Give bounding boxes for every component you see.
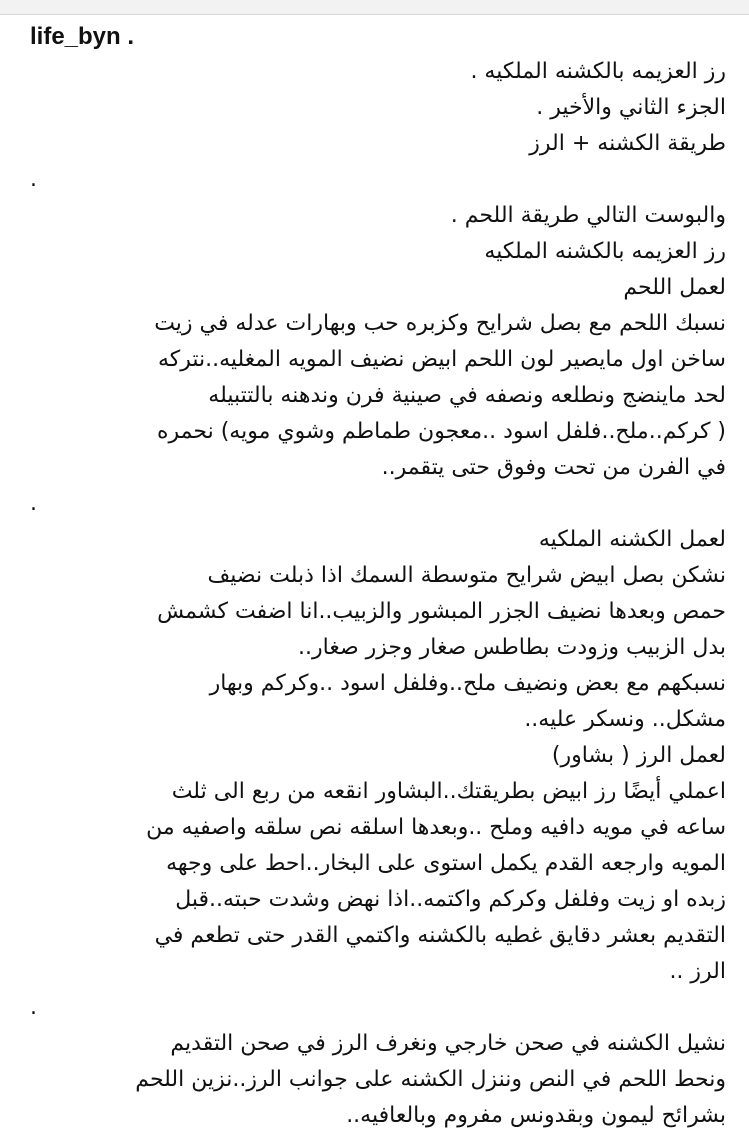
caption-line: بشرائح ليمون وبقدونس مفروم وبالعافيه.. — [346, 1103, 726, 1128]
caption-line: بدل الزبيب وزودت بطاطس صغار وجزر صغار.. — [298, 635, 726, 660]
caption-line: اعملي أيضًا رز ابيض بطريقتك..البشاور انقعه من ربع الى ثلث — [171, 779, 726, 804]
caption-line: والبوست التالي طريقة اللحم . — [450, 203, 726, 228]
caption-line: المويه وارجعه القدم يكمل استوى على البخار..احط على وجهه — [166, 851, 726, 876]
caption-line: . — [30, 995, 37, 1020]
caption-text — [30, 54, 726, 1134]
post-caption — [30, 20, 726, 1134]
caption-line: الرز .. — [669, 959, 726, 984]
caption-line: رز العزيمه بالكشنه الملكيه . — [470, 59, 726, 84]
caption-line: . — [30, 491, 37, 516]
caption-line: في الفرن من تحت وفوق حتى يتقمر.. — [381, 455, 726, 480]
caption-line: زبده او زيت وفلفل وكركم واكتمه..اذا نهض وشدت حبته..قبل — [175, 887, 726, 912]
section-heading: لعمل الرز ( بشاور) — [551, 743, 726, 768]
caption-line: نسبكهم مع بعض ونضيف ملح..وفلفل اسود ..وكركم وبهار — [209, 671, 726, 696]
caption-line: رز العزيمه بالكشنه الملكيه — [484, 239, 726, 264]
caption-line: لحد ماينضج ونطلعه ونصفه في صينية فرن وندهنه بالتتبيله — [208, 383, 726, 408]
post-username[interactable]: life_byn . — [30, 23, 135, 50]
caption-line: التقديم بعشر دقايق غطيه بالكشنه واكتمي القدر حتى تطعم في — [154, 923, 726, 948]
caption-line: ونحط اللحم في النص وننزل الكشنه على جوانب الرز..نزين اللحم — [135, 1067, 726, 1092]
caption-line: طريقة الكشنه + الرز — [529, 131, 726, 156]
caption-line: نسبك اللحم مع بصل شرايح وكزبره حب وبهارات عدله في زيت — [154, 311, 726, 336]
caption-line: مشكل.. ونسكر عليه.. — [524, 707, 726, 732]
caption-line: نشكن بصل ابيض شرايح متوسطة السمك اذا ذبلت نضيف — [207, 563, 726, 588]
caption-line: ( كركم..ملح..فلفل اسود ..معجون طماطم وشوي مويه) نحمره — [157, 419, 726, 444]
section-heading: لعمل اللحم — [623, 275, 726, 300]
caption-line: نشيل الكشنه في صحن خارجي ونغرف الرز في صحن التقديم — [170, 1031, 726, 1056]
caption-line: ساخن اول مايصير لون اللحم ابيض نضيف المويه المغليه..نتركه — [157, 347, 726, 372]
top-bar — [0, 0, 749, 15]
section-heading: لعمل الكشنه الملكيه — [538, 527, 726, 552]
caption-line: . — [30, 167, 37, 192]
caption-line: حمص وبعدها نضيف الجزر المبشور والزبيب..انا اضفت كشمش — [157, 599, 726, 624]
caption-line: ساعه في مويه دافيه وملح ..وبعدها اسلقه نص سلقه واصفيه من — [146, 815, 726, 840]
caption-line: الجزء الثاني والأخير . — [536, 95, 726, 120]
